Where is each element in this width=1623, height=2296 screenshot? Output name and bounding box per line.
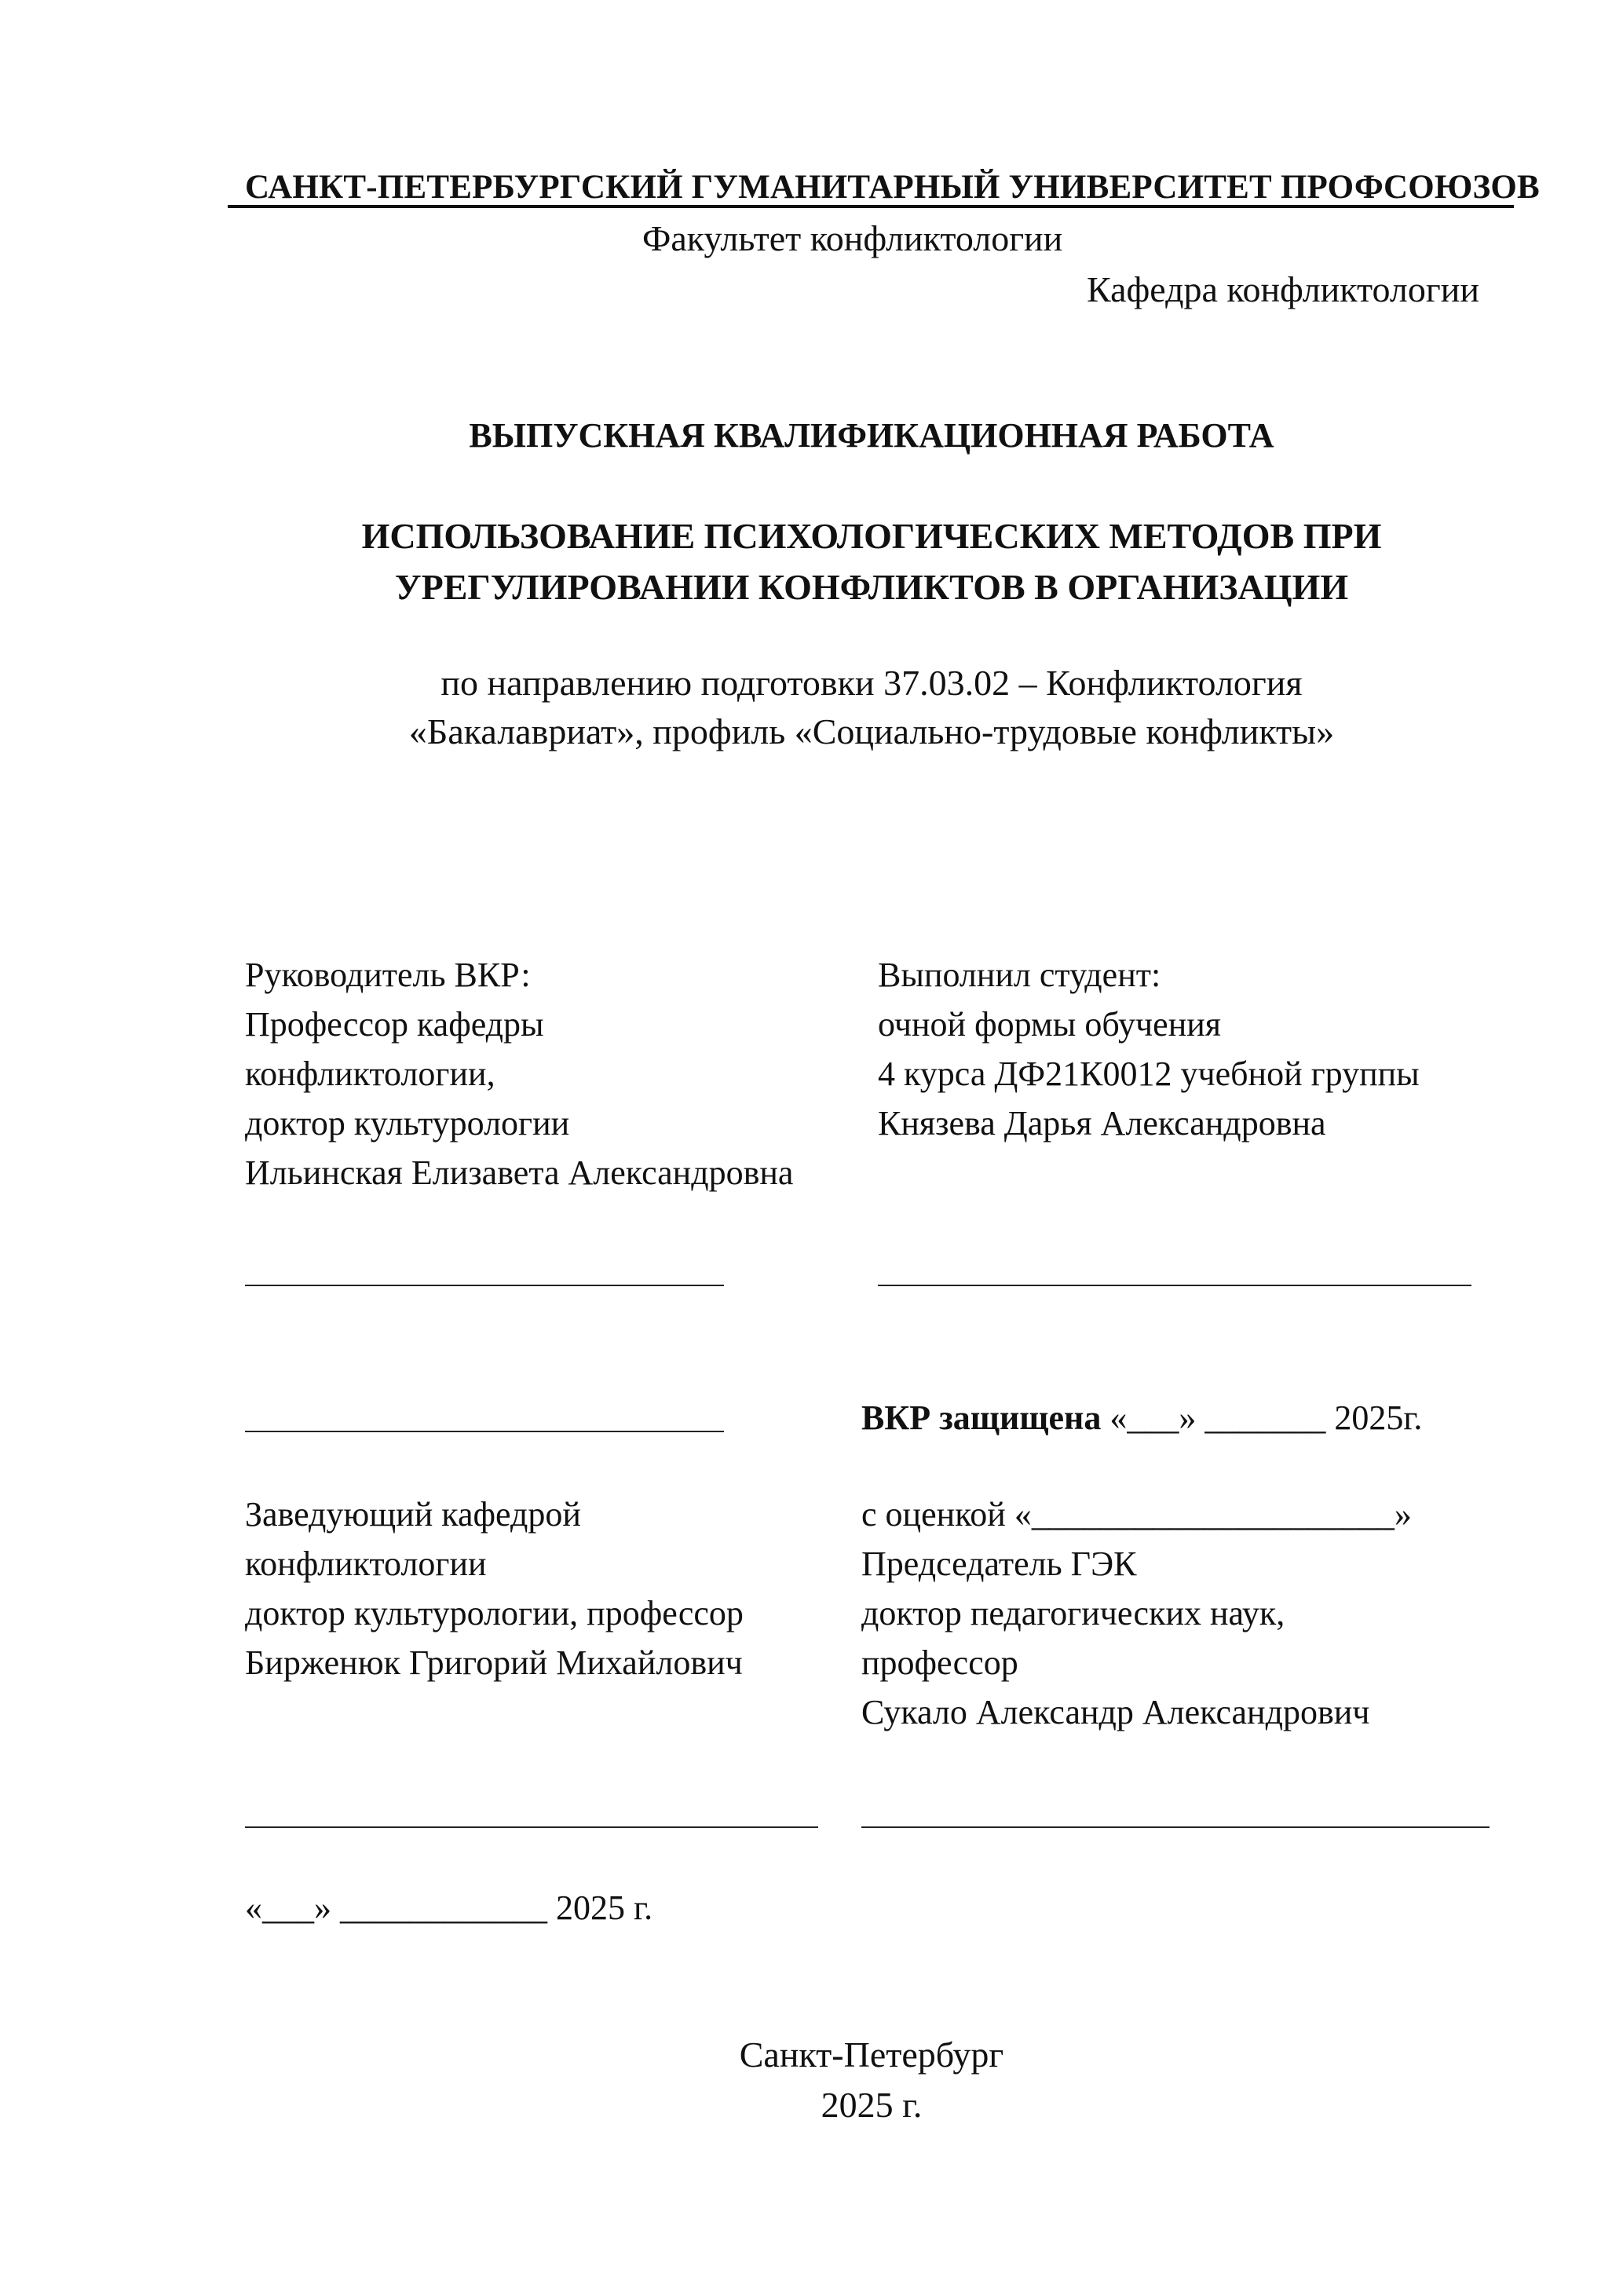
university-name: САНКТ-ПЕТЕРБУРГСКИЙ ГУМАНИТАРНЫЙ УНИВЕРСИТЕТ ПРОФСОЮЗОВ: [245, 169, 1540, 206]
defense-grade: с оценкой «_____________________»: [861, 1495, 1412, 1534]
head-of-department-name: Бирженюк Григорий Михайлович: [245, 1643, 743, 1682]
footer-year: 2025 г.: [821, 2085, 923, 2125]
header-divider: [228, 205, 1514, 208]
thesis-topic-line-2: УРЕГУЛИРОВАНИИ КОНФЛИКТОВ В ОРГАНИЗАЦИИ: [394, 567, 1349, 607]
defense-status: [861, 1398, 1423, 1437]
faculty-name: Факультет конфликтологии: [642, 218, 1063, 258]
head-of-department-heading: Заведующий кафедрой: [245, 1495, 581, 1534]
work-type-title: ВЫПУСКНАЯ КВАЛИФИКАЦИОННАЯ РАБОТА: [469, 416, 1274, 455]
thesis-topic: [236, 510, 1508, 612]
commission-chair-title: профессор: [861, 1643, 1018, 1682]
defense-date: «___» _______ 2025г.: [1101, 1398, 1423, 1437]
supervisor-signature-line: [245, 1285, 724, 1286]
head-of-department-department: конфликтологии: [245, 1545, 487, 1583]
commission-chair-signature-line: [861, 1826, 1490, 1828]
commission-chair-heading: Председатель ГЭК: [861, 1545, 1137, 1583]
head-of-department-degree: доктор культурологии, профессор: [245, 1594, 744, 1632]
footer-city: Санкт-Петербург: [739, 2035, 1004, 2075]
commission-chair-name: Сукало Александр Александрович: [861, 1693, 1370, 1731]
study-profile: «Бакалавриат», профиль «Социально-трудовые конфликты»: [408, 711, 1335, 751]
student-name: Князева Дарья Александровна: [878, 1104, 1326, 1143]
student-study-form: очной формы обучения: [878, 1005, 1222, 1044]
student-signature-line: [878, 1285, 1471, 1286]
defense-label: ВКР защищена: [861, 1398, 1102, 1437]
student-heading: Выполнил студент:: [878, 956, 1161, 994]
study-direction: по направлению подготовки 37.03.02 – Конфликтология: [440, 663, 1303, 703]
student-group: 4 курса ДФ21К0012 учебной группы: [878, 1055, 1420, 1093]
supervisor-department: конфликтологии,: [245, 1055, 495, 1093]
supervisor-degree: доктор культурологии: [245, 1104, 570, 1143]
commission-chair-degree: доктор педагогических наук,: [861, 1594, 1285, 1632]
supervisor-review-line: [245, 1431, 724, 1432]
supervisor-heading: Руководитель ВКР:: [245, 956, 531, 994]
thesis-topic-line-1: ИСПОЛЬЗОВАНИЕ ПСИХОЛОГИЧЕСКИХ МЕТОДОВ ПРИ: [361, 516, 1382, 556]
supervisor-name: Ильинская Елизавета Александровна: [245, 1153, 794, 1192]
department-name: Кафедра конфликтологии: [1087, 269, 1479, 309]
head-of-department-signature-line: [245, 1826, 818, 1828]
approval-date: «___» ____________ 2025 г.: [245, 1888, 653, 1927]
supervisor-position: Профессор кафедры: [245, 1005, 544, 1044]
